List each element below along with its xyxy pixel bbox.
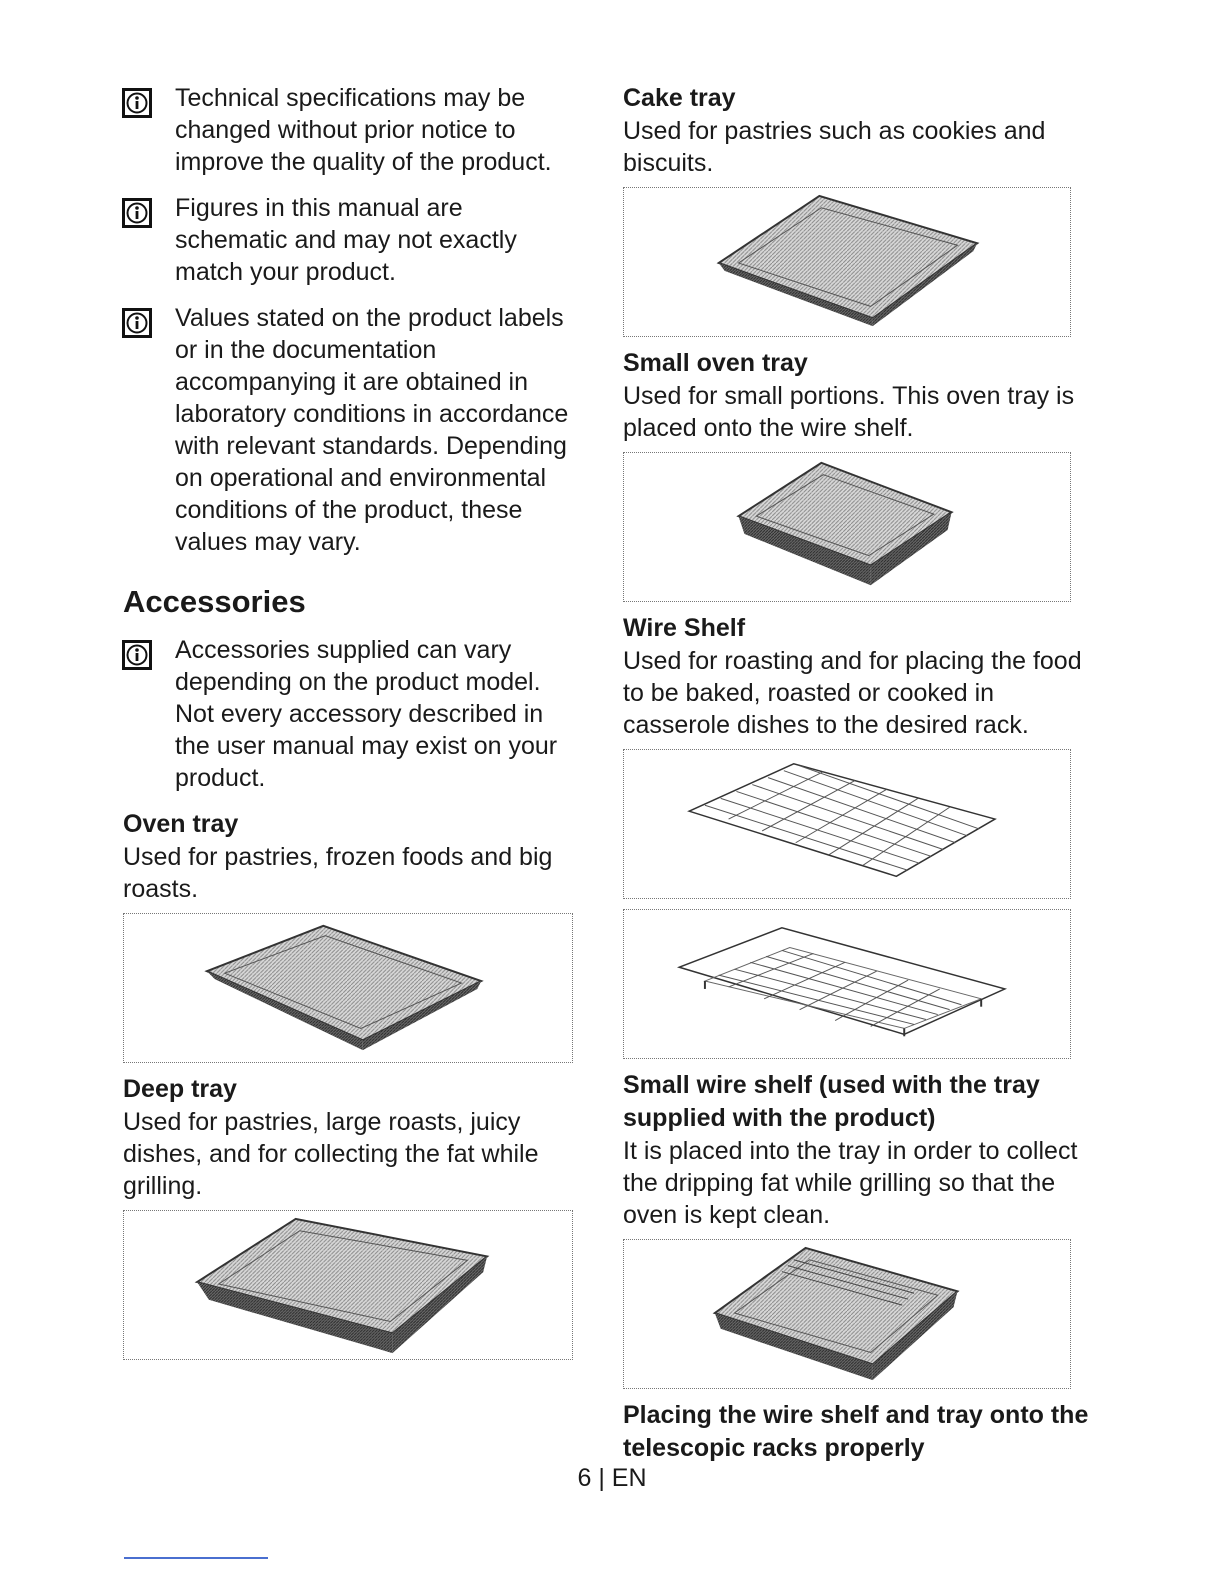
note-text: Values stated on the product labels or in the documentation accompanying it are obtained in laboratory conditions in accordance with relevant standards. Depending on operational and environmental conditions of the product, these values may vary. (175, 304, 569, 556)
cake-tray-illustration (624, 188, 1070, 336)
note-text: Accessories supplied can vary depending on the product model. Not every accessory described in the user manual may exist on your product. (175, 636, 558, 792)
info-icon (122, 88, 152, 118)
item-desc-deep-tray: Used for pastries, large roasts, juicy dishes, and for collecting the fat while grilling. (123, 1108, 539, 1200)
cake-tray-figure (623, 187, 1071, 337)
item-desc-small-wire-shelf: It is placed into the tray in order to collect the dripping fat while grilling so that the oven is kept clean. (623, 1137, 1078, 1229)
wire-shelf-figure-2 (623, 909, 1071, 1059)
right-column (620, 82, 1090, 1465)
left-column (120, 82, 582, 1370)
wire-shelf-with-feet-illustration (624, 910, 1070, 1058)
section-heading-accessories: Accessories (123, 584, 306, 619)
item-title-placing: Placing the wire shelf and tray onto the telescopic racks properly (623, 1401, 1089, 1462)
item-desc-oven-tray: Used for pastries, frozen foods and big roasts. (123, 843, 553, 903)
info-note (120, 302, 582, 558)
info-note (120, 634, 582, 794)
small-oven-tray-figure (623, 452, 1071, 602)
info-icon (122, 198, 152, 228)
info-note (120, 82, 582, 178)
item-desc-cake-tray: Used for pastries such as cookies and biscuits. (623, 117, 1046, 177)
info-icon (122, 640, 152, 670)
deep-tray-figure (123, 1210, 573, 1360)
small-wire-shelf-figure (623, 1239, 1071, 1389)
tray-with-small-wire-shelf-illustration (624, 1240, 1070, 1388)
item-desc-wire-shelf: Used for roasting and for placing the food to be baked, roasted or cooked in casserole dishes to the desired rack. (623, 647, 1082, 739)
note-text: Figures in this manual are schematic and may not exactly match your product. (175, 194, 517, 286)
footer-divider (124, 1557, 268, 1559)
oven-tray-figure (123, 913, 573, 1063)
small-oven-tray-illustration (624, 453, 1070, 601)
page-number: 6 | EN (577, 1464, 647, 1492)
item-title-wire-shelf: Wire Shelf (623, 614, 746, 642)
wire-shelf-figure-1 (623, 749, 1071, 899)
deep-tray-illustration (124, 1211, 572, 1359)
info-note (120, 192, 582, 288)
item-title-cake-tray: Cake tray (623, 84, 736, 112)
oven-tray-illustration (124, 914, 572, 1062)
item-title-deep-tray: Deep tray (123, 1075, 237, 1103)
item-title-oven-tray: Oven tray (123, 810, 239, 838)
wire-shelf-illustration (624, 750, 1070, 898)
note-text: Technical specifications may be changed without prior notice to improve the quality of the product. (175, 84, 552, 176)
info-icon (122, 308, 152, 338)
item-title-small-wire-shelf: Small wire shelf (used with the tray supplied with the product) (623, 1071, 1040, 1132)
item-desc-small-oven-tray: Used for small portions. This oven tray is placed onto the wire shelf. (623, 382, 1075, 442)
item-title-small-oven-tray: Small oven tray (623, 349, 808, 377)
